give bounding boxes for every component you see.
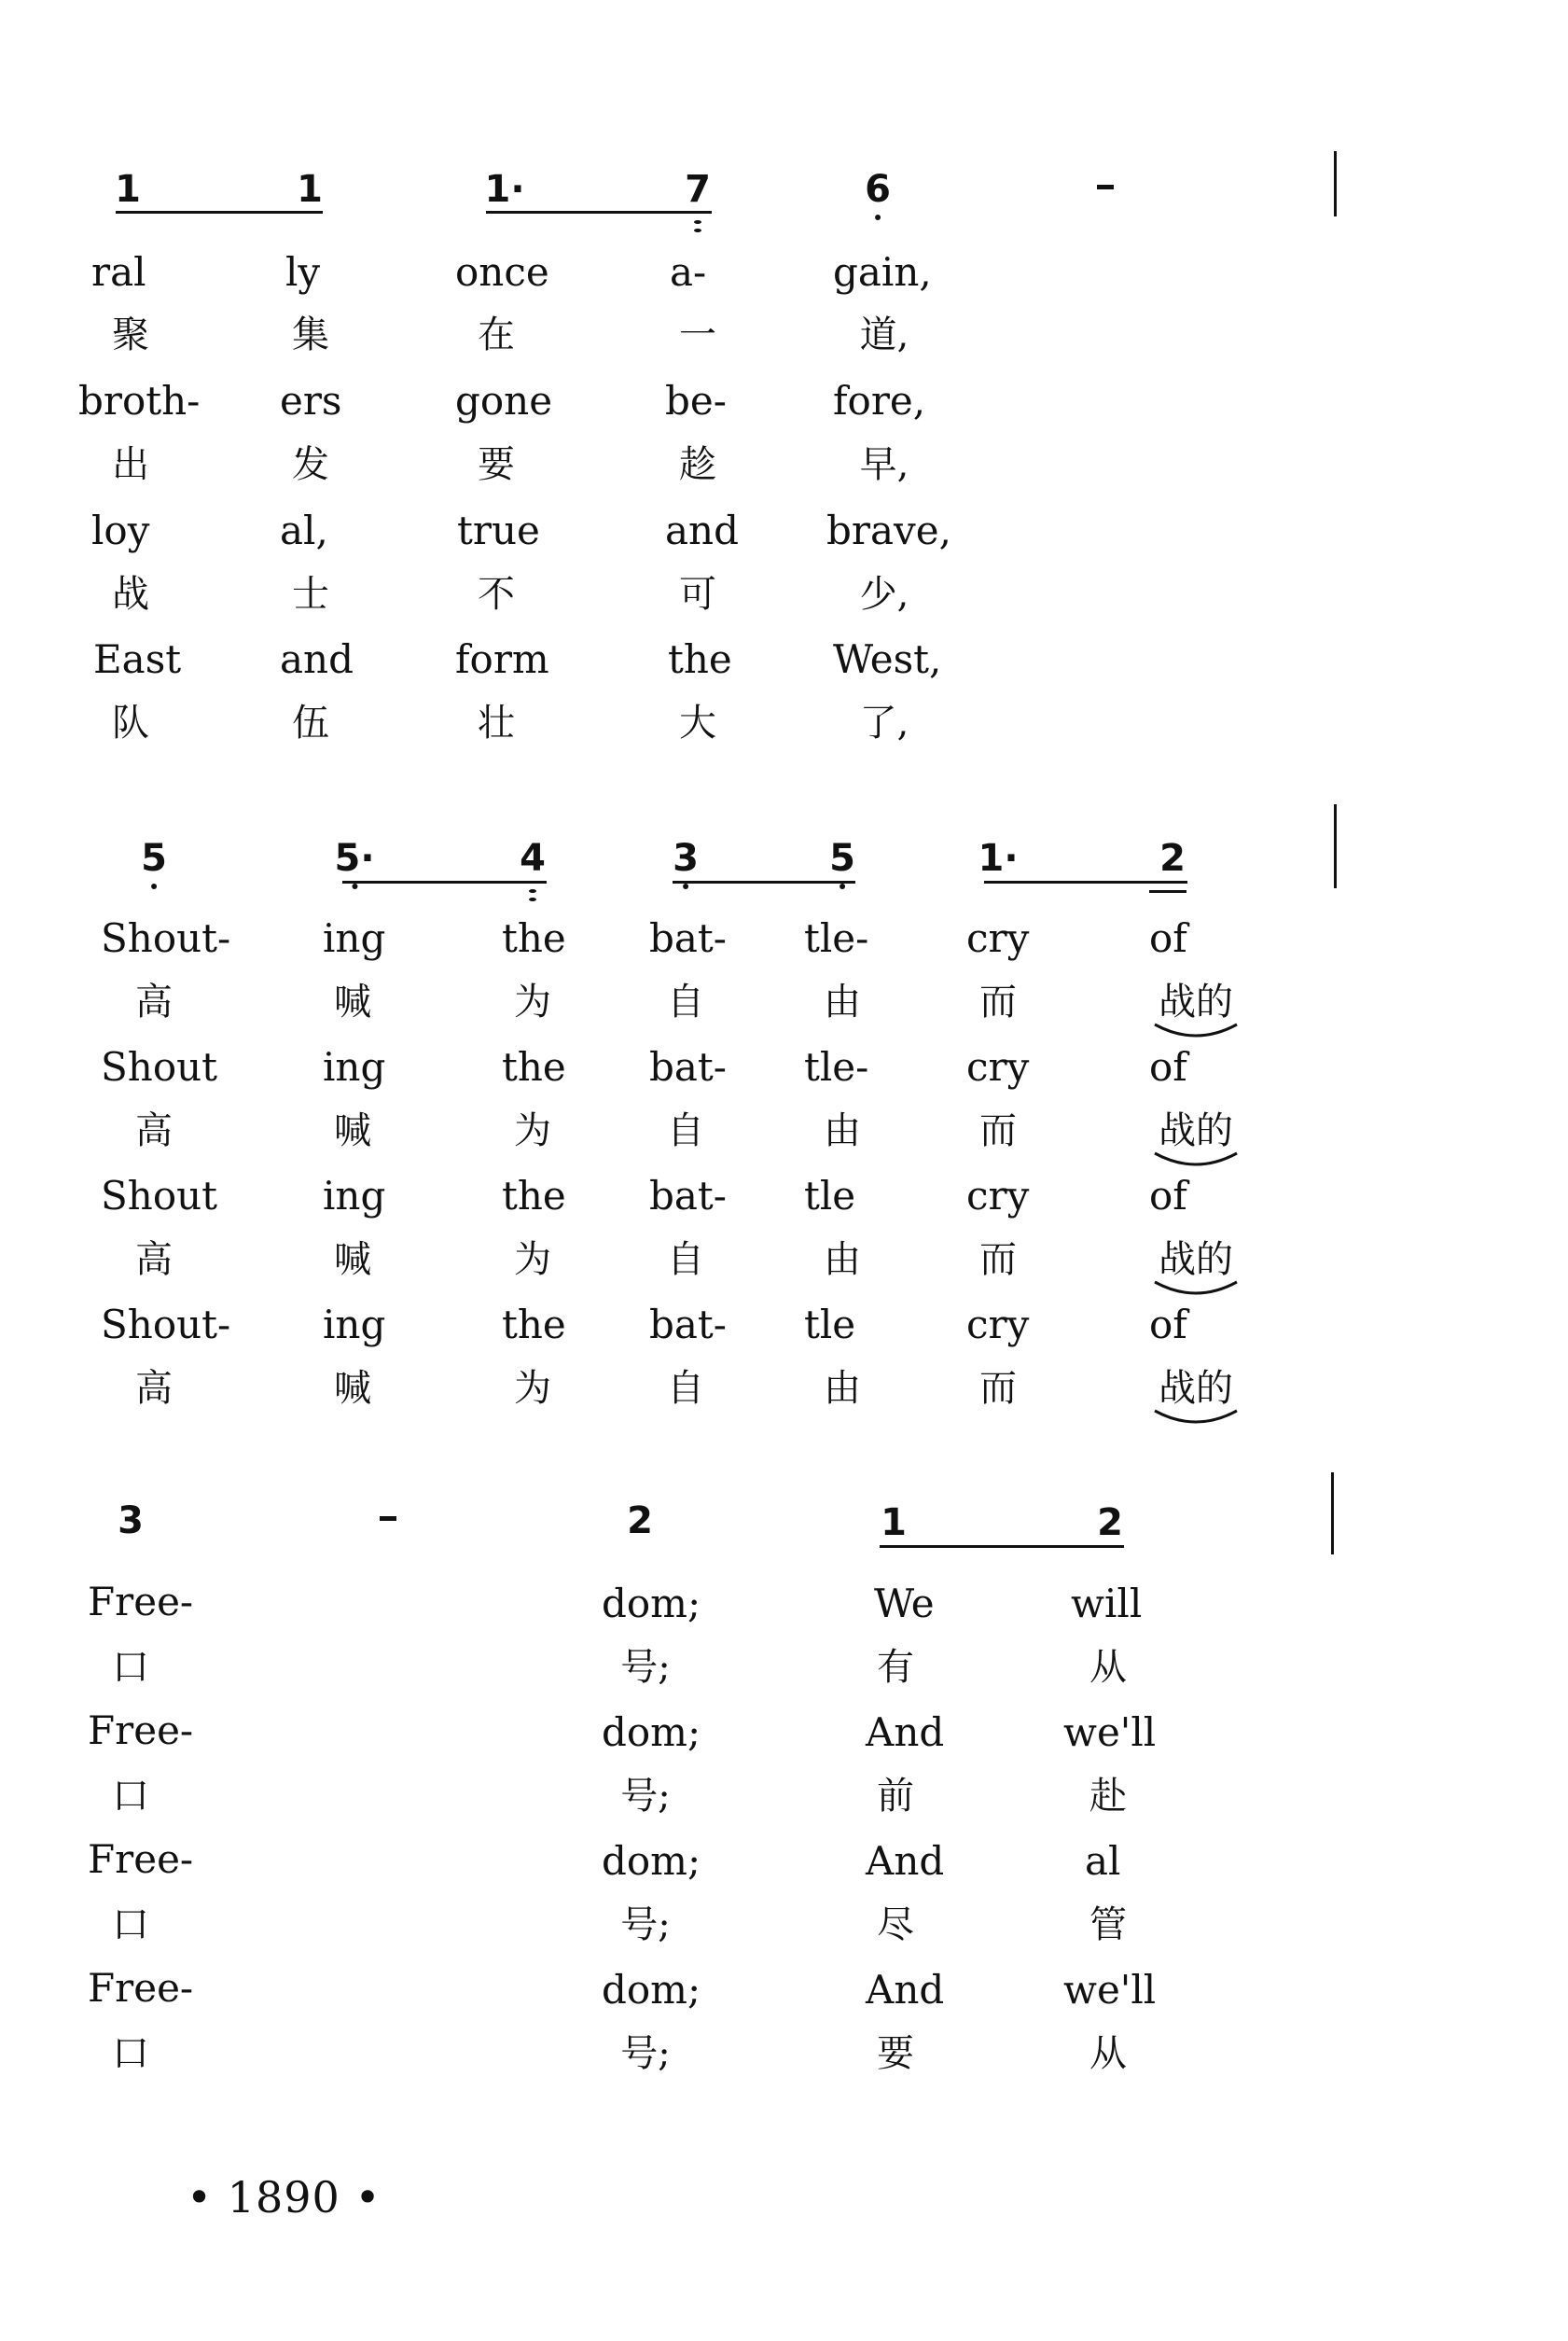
lyric-cn: 战的 — [1159, 1238, 1233, 1281]
lyric: gone — [455, 378, 553, 424]
lyric-cn: 少, — [859, 573, 909, 616]
bar-line — [1334, 151, 1337, 216]
lyric-cn: 集 — [292, 314, 329, 356]
lyric-cn: 从 — [1089, 1646, 1127, 1689]
lyric-cn: 战的 — [1159, 1109, 1233, 1152]
lyric: ral — [91, 249, 146, 295]
lyric: be- — [665, 378, 727, 424]
lyric: the — [502, 1044, 566, 1090]
lyric-cn: 号; — [620, 1646, 671, 1689]
lyric-cn: 一 — [679, 314, 716, 356]
lyric: of — [1149, 1044, 1187, 1090]
lyric: Free- — [88, 1965, 194, 2011]
note: 1 — [881, 1501, 907, 1544]
lyric: ly — [285, 249, 321, 295]
low-dot — [529, 898, 536, 901]
lyric-cn: 由 — [824, 981, 861, 1024]
beam-line — [880, 1545, 1124, 1548]
lyric-cn: 管 — [1089, 1903, 1127, 1946]
lyric-cn: 号; — [620, 1903, 671, 1946]
lyric-cn: 出 — [112, 443, 149, 486]
lyric: We — [874, 1581, 935, 1626]
beam-line — [116, 211, 323, 214]
lyric-cn: 高 — [135, 1109, 173, 1152]
lyric-cn: 自 — [667, 1109, 704, 1152]
lyric-cn: 号; — [620, 2032, 671, 2075]
lyric-cn: 可 — [679, 573, 716, 616]
bar-line — [1334, 804, 1337, 888]
lyric-cn: 前 — [877, 1775, 914, 1818]
lyric-cn: 早, — [859, 443, 909, 486]
lyric-cn: 要 — [877, 2032, 914, 2075]
lyric: broth- — [78, 378, 201, 424]
lyric: ing — [323, 1173, 386, 1219]
note: 5 — [829, 837, 855, 880]
lyric-cn: 为 — [514, 1238, 551, 1281]
lyric: ing — [323, 915, 386, 961]
lyric: Free- — [88, 1579, 194, 1624]
lyric-cn: 自 — [667, 1238, 704, 1281]
lyric: Free- — [88, 1707, 194, 1753]
lyric: loy — [91, 508, 150, 553]
lyric-cn: 由 — [824, 1238, 861, 1281]
lyric-cn: 口 — [112, 1646, 149, 1689]
lyric: the — [502, 1302, 566, 1347]
lyric: tle — [804, 1302, 856, 1347]
lyric-cn: 壮 — [478, 702, 515, 745]
lyric: cry — [966, 1044, 1030, 1090]
sustain-dash — [380, 1516, 396, 1521]
bar-line — [1331, 1472, 1334, 1554]
beam-line — [1149, 890, 1186, 893]
low-dot — [694, 220, 701, 224]
lyric-cn: 喊 — [334, 1109, 371, 1152]
note: 1· — [484, 168, 525, 211]
lyric: the — [502, 915, 566, 961]
lyric: tle- — [804, 915, 869, 961]
lyric-cn: 尽 — [877, 1903, 914, 1946]
lyric: and — [280, 636, 354, 682]
lyric-cn: 由 — [824, 1109, 861, 1152]
lyric: West, — [833, 636, 942, 682]
lyric-cn: 而 — [979, 981, 1017, 1024]
lyric: And — [866, 1838, 945, 1884]
lyric-cn: 而 — [979, 1367, 1017, 1410]
note: 2 — [627, 1499, 653, 1542]
lyric-cn: 口 — [112, 2032, 149, 2075]
lyric: Shout — [101, 1173, 218, 1219]
note: 5· — [334, 837, 375, 880]
lyric: true — [457, 508, 540, 553]
lyric-cn: 为 — [514, 1367, 551, 1410]
beam-line — [984, 881, 1187, 884]
lyric: cry — [966, 1173, 1030, 1219]
lyric: And — [866, 1967, 945, 2013]
lyric: bat- — [649, 1302, 727, 1347]
note: 1 — [297, 168, 323, 211]
lyric: fore, — [833, 378, 926, 424]
note: 7 — [685, 168, 711, 211]
lyric: the — [668, 636, 732, 682]
lyric-cn: 喊 — [334, 1367, 371, 1410]
lyric: we'll — [1063, 1709, 1157, 1755]
lyric-cn: 有 — [877, 1646, 914, 1689]
lyric: once — [455, 249, 549, 295]
lyric-cn: 队 — [112, 702, 149, 745]
lyric-cn: 而 — [979, 1109, 1017, 1152]
lyric: Shout — [101, 1044, 218, 1090]
lyric-cn: 战的 — [1159, 1367, 1233, 1410]
lyric: of — [1149, 915, 1187, 961]
beam-line — [486, 211, 712, 214]
lyric-cn: 口 — [112, 1775, 149, 1818]
lyric: gain, — [833, 249, 932, 295]
lyric-cn: 大 — [679, 702, 716, 745]
lyric-cn: 伍 — [292, 702, 329, 745]
lyric: of — [1149, 1302, 1187, 1347]
note: 2 — [1097, 1501, 1123, 1544]
lyric-cn: 从 — [1089, 2032, 1127, 2075]
lyric: form — [455, 636, 549, 682]
lyric-cn: 赴 — [1089, 1775, 1127, 1818]
lyric-cn: 不 — [478, 573, 515, 616]
lyric-cn: 高 — [135, 1367, 173, 1410]
lyric-cn: 聚 — [112, 314, 149, 356]
lyric: Free- — [88, 1836, 194, 1882]
lyric-cn: 自 — [667, 1367, 704, 1410]
page-number: • 1890 • — [187, 2172, 382, 2223]
lyric: dom; — [602, 1967, 701, 2013]
note: 5 — [141, 837, 167, 880]
lyric: Shout- — [101, 1302, 231, 1347]
note: 3 — [118, 1499, 144, 1542]
slur-mark — [1151, 1278, 1241, 1303]
lyric: dom; — [602, 1581, 701, 1626]
lyric: and — [665, 508, 739, 553]
lyric: ers — [280, 378, 342, 424]
lyric-cn: 为 — [514, 981, 551, 1024]
lyric-cn: 趁 — [679, 443, 716, 486]
lyric: a- — [670, 249, 707, 295]
note: 1 — [115, 168, 141, 211]
slur-mark — [1151, 1021, 1241, 1045]
low-dot — [694, 229, 701, 232]
lyric: cry — [966, 1302, 1030, 1347]
lyric-cn: 为 — [514, 1109, 551, 1152]
lyric: dom; — [602, 1709, 701, 1755]
lyric-cn: 由 — [824, 1367, 861, 1410]
beam-line — [342, 881, 547, 884]
slur-mark — [1151, 1150, 1241, 1174]
lyric-cn: 要 — [478, 443, 515, 486]
lyric: ing — [323, 1044, 386, 1090]
note: 3 — [673, 837, 699, 880]
slur-mark — [1151, 1407, 1241, 1431]
low-dot — [529, 889, 536, 893]
lyric: we'll — [1063, 1967, 1157, 2013]
lyric: bat- — [649, 1173, 727, 1219]
lyric: bat- — [649, 915, 727, 961]
lyric-cn: 战 — [112, 573, 149, 616]
lyric: East — [93, 636, 182, 682]
beam-line — [673, 881, 855, 884]
lyric: Shout- — [101, 915, 231, 961]
lyric-cn: 口 — [112, 1903, 149, 1946]
lyric-cn: 自 — [667, 981, 704, 1024]
lyric-cn: 战的 — [1159, 981, 1233, 1024]
lyric-cn: 在 — [478, 314, 515, 356]
lyric: tle- — [804, 1044, 869, 1090]
lyric-cn: 了, — [859, 702, 909, 745]
note: 4 — [520, 837, 546, 880]
lyric: the — [502, 1173, 566, 1219]
note: 2 — [1159, 837, 1186, 880]
lyric-cn: 喊 — [334, 1238, 371, 1281]
lyric: bat- — [649, 1044, 727, 1090]
sustain-dash — [1097, 185, 1114, 189]
lyric: of — [1149, 1173, 1187, 1219]
note: 6 — [865, 168, 891, 211]
lyric-cn: 道, — [859, 314, 909, 356]
lyric: And — [866, 1709, 945, 1755]
lyric: brave, — [826, 508, 951, 553]
lyric: tle — [804, 1173, 856, 1219]
lyric-cn: 发 — [292, 443, 329, 486]
lyric: dom; — [602, 1838, 701, 1884]
lyric-cn: 而 — [979, 1238, 1017, 1281]
lyric: will — [1071, 1581, 1143, 1626]
lyric-cn: 高 — [135, 1238, 173, 1281]
lyric: cry — [966, 915, 1030, 961]
lyric-cn: 号; — [620, 1775, 671, 1818]
lyric: ing — [323, 1302, 386, 1347]
note: 1· — [978, 837, 1019, 880]
lyric: al, — [280, 508, 328, 553]
lyric-cn: 高 — [135, 981, 173, 1024]
lyric: al — [1085, 1838, 1121, 1884]
lyric-cn: 喊 — [334, 981, 371, 1024]
lyric-cn: 士 — [292, 573, 329, 616]
